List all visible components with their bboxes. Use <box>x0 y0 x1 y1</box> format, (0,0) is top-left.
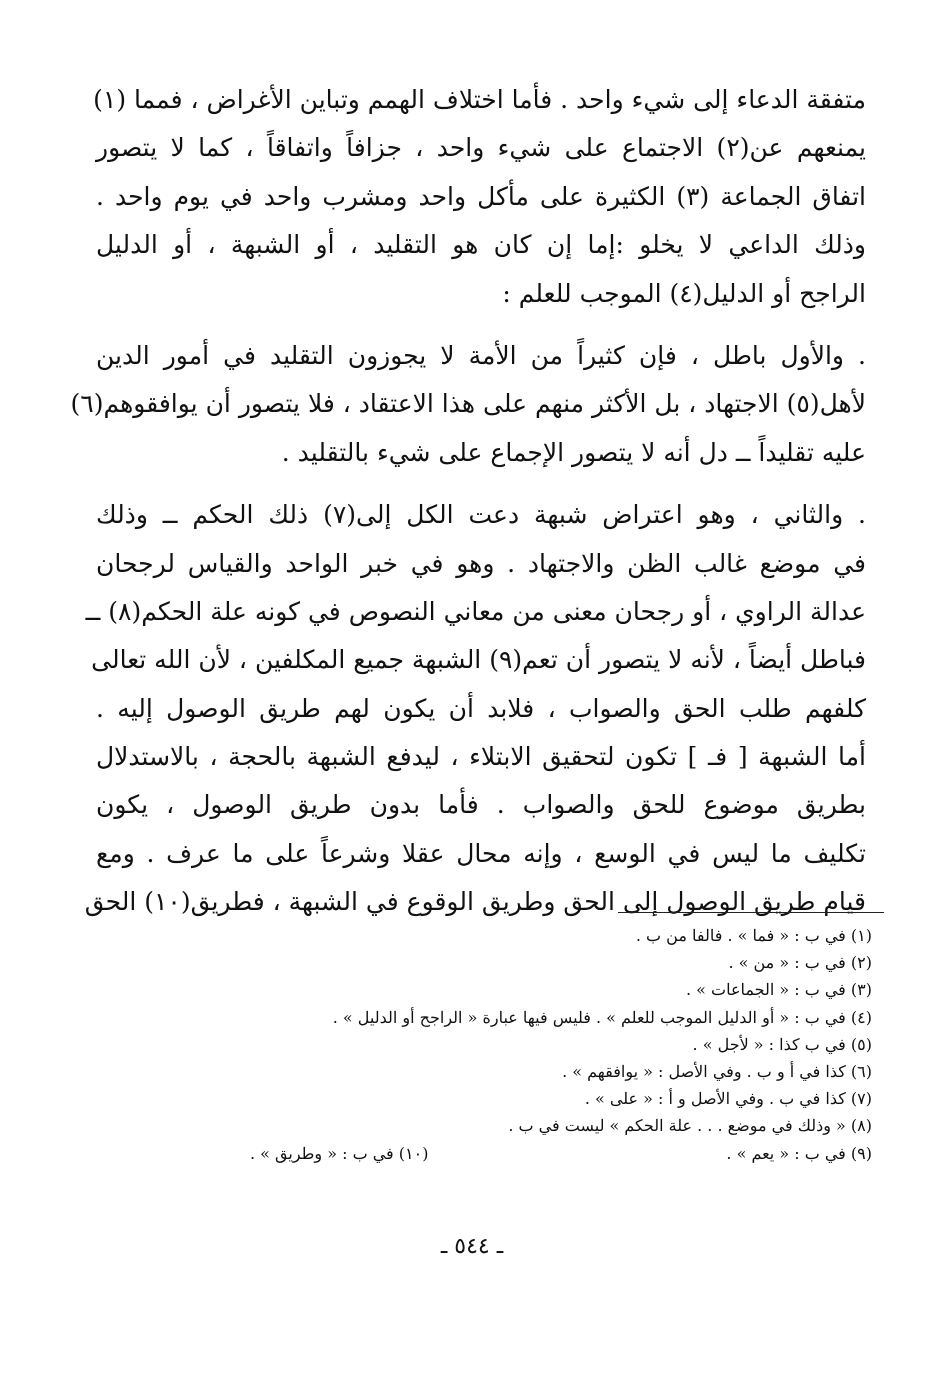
text-line: عليه تقليداً ــ دل أنه لا يتصور الإجماع على شيء بالتقليد . <box>281 437 866 467</box>
text-line: . والثاني ، وهو اعتراض شبهة دعت الكل إلى(٧) ذلك الحكم ــ وذلك <box>96 500 867 530</box>
main-text <box>70 76 867 941</box>
text-line: يمنعهم عن(٢) الاجتماع على شيء واحد ، جزافاً واتفاقاً ، كما لا يتصور <box>96 133 866 163</box>
footnote-item <box>150 949 872 976</box>
paragraph-1 <box>93 76 866 318</box>
footnote-text: (٥) في ب كذا : « لأجل » . <box>692 1034 872 1054</box>
footnote-item <box>150 1085 872 1112</box>
text-line: قيام طريق الوصول إلى الحق وطريق الوقوع في الشبهة ، فطريق(١٠) الحق <box>84 887 866 917</box>
text-line: في موضع غالب الظن والاجتهاد . وهو في خبر الواحد والقياس لرجحان <box>96 548 866 578</box>
footnote-text: (١) في ب : « فما » . فالفا من ب . <box>635 926 872 945</box>
text-line: تكليف ما ليس في الوسع ، وإنه محال عقلا وشرعاً على ما عرف . ومع <box>96 838 866 868</box>
text-line: كلفهم طلب الحق والصواب ، فلابد أن يكون لهم طريق الوصول إليه . <box>96 693 866 723</box>
footnote-text: (٤) في ب : « أو الدليل الموجب للعلم » . فليس فيها عبارة « الراجح أو الدليل » . <box>332 1007 872 1027</box>
footnote-text: (٩) في ب : « يعم » . <box>726 1143 872 1163</box>
footnote-item <box>150 1058 872 1085</box>
page-number: ـ ٥٤٤ ـ <box>440 1234 504 1259</box>
footnote-text-10: (١٠) في ب : « وطريق » . <box>250 1143 429 1163</box>
text-line: متفقة الدعاء إلى شيء واحد . فأما اختلاف الهمم وتباين الأغراض ، فمما (١) <box>93 85 866 114</box>
text-line: عدالة الراوي ، أو رجحان معنى من معاني النصوص في كونه علة الحكم(٨) ــ <box>85 596 866 626</box>
text-line: وذلك الداعي لا يخلو :إما إن كان هو التقليد ، أو الشبهة ، أو الدليل <box>96 230 866 260</box>
footnote-text: (٦) كذا في أ و ب . وفي الأصل : « يوافقهم » . <box>562 1061 872 1081</box>
text-line: . والأول باطل ، فإن كثيراً من الأمة لا يجوزون التقليد في أمور الدين <box>96 340 866 370</box>
footnotes <box>150 922 872 1167</box>
footnote-item <box>150 1112 872 1139</box>
footnote-item <box>150 1004 872 1031</box>
footnote-text: (٧) كذا في ب . وفي الأصل و أ : « على » . <box>584 1089 872 1109</box>
text-line: الراجح أو الدليل(٤) الموجب للعلم : <box>502 278 866 308</box>
footnote-divider <box>618 912 884 913</box>
footnote-item <box>150 976 872 1003</box>
footnote-item <box>150 1140 872 1167</box>
paragraph-3 <box>84 491 867 927</box>
footnote-text: (٨) « وذلك في موضع . . . علة الحكم » ليست في ب . <box>508 1116 872 1136</box>
footnote-item <box>150 1031 872 1058</box>
footnote-item <box>150 922 872 949</box>
text-line: لأهل(٥) الاجتهاد ، بل الأكثر منهم على هذا الاعتقاد ، فلا يتصور أن يوافقوهم(٦) <box>70 389 866 419</box>
text-line: أما الشبهة [ فـ ] تكون لتحقيق الابتلاء ، ليدفع الشبهة بالحجة ، بالاستدلال <box>96 742 866 772</box>
footnote-text: (٢) في ب : « من » . <box>728 953 872 973</box>
text-line: بطريق موضوع للحق والصواب . فأما بدون طريق الوصول ، يكون <box>96 790 866 820</box>
text-line: اتفاق الجماعة (٣) الكثيرة على مأكل واحد ومشرب واحد في يوم واحد . <box>96 181 866 211</box>
text-line: فباطل أيضاً ، لأنه لا يتصور أن تعم(٩) الشبهة جميع المكلفين ، لأن الله تعالى <box>91 645 866 675</box>
paragraph-2 <box>70 332 866 477</box>
footnote-text: (٣) في ب : « الجماعات » . <box>685 980 872 1000</box>
